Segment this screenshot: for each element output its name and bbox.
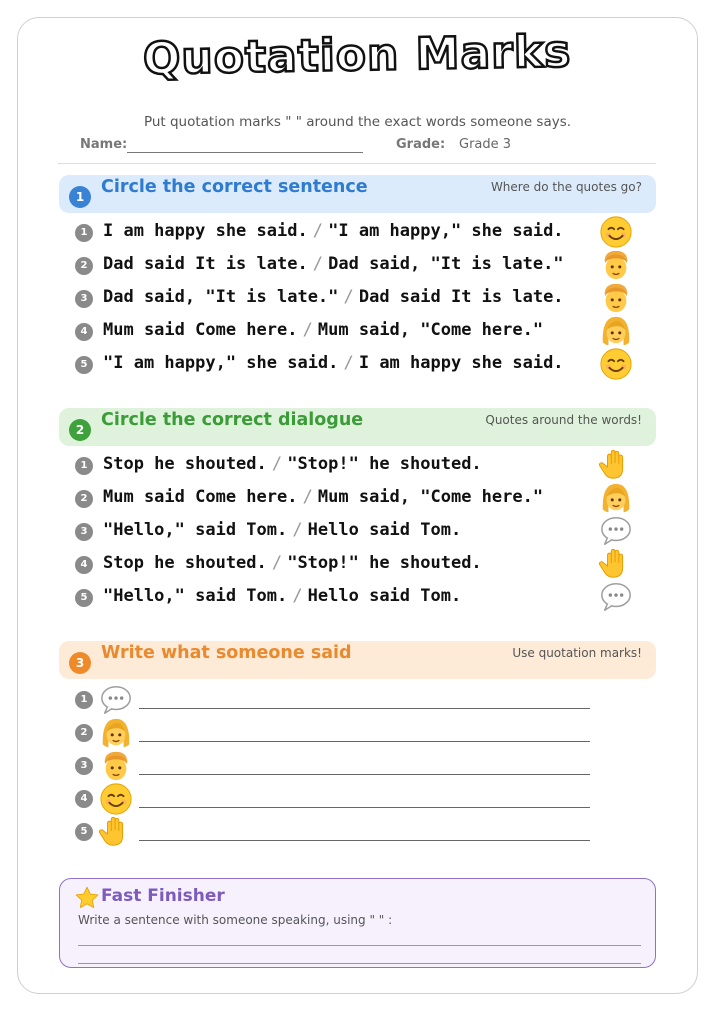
question-number: 4 — [75, 556, 93, 574]
smiling-face-icon — [599, 215, 633, 249]
option-a[interactable]: I am happy she said. — [103, 221, 308, 241]
smiling-face-icon — [99, 782, 133, 816]
name-label: Name: — [80, 137, 128, 152]
question-number: 1 — [75, 457, 93, 475]
option-b[interactable]: Dad said, "It is late." — [328, 254, 564, 274]
question-number: 5 — [75, 589, 93, 607]
smiling-face-icon — [599, 347, 633, 381]
section-heading: Circle the correct sentence — [101, 177, 368, 197]
section-hint: Use quotation marks! — [512, 646, 642, 660]
option-b[interactable]: Hello said Tom. — [307, 586, 462, 606]
option-a[interactable]: Mum said Come here. — [103, 320, 298, 340]
writing-line[interactable] — [139, 708, 590, 709]
woman-face-icon — [599, 314, 633, 348]
option-b[interactable]: "Stop!" he shouted. — [287, 454, 482, 474]
option-b[interactable]: Mum said, "Come here." — [317, 487, 544, 507]
option-b[interactable]: "I am happy," she said. — [328, 221, 564, 241]
writing-line[interactable] — [78, 945, 641, 946]
student-info — [80, 137, 640, 157]
option-b[interactable]: "Stop!" he shouted. — [287, 553, 482, 573]
option-a[interactable]: Stop he shouted. — [103, 553, 267, 573]
option-b[interactable]: I am happy she said. — [358, 353, 564, 373]
question-number: 3 — [75, 290, 93, 308]
question-row — [75, 250, 645, 280]
writing-row — [75, 716, 595, 748]
option-separator: / — [312, 254, 324, 274]
speech-bubble-icon — [599, 514, 633, 548]
title-wrap — [0, 26, 715, 85]
option-a[interactable]: Stop he shouted. — [103, 454, 267, 474]
question-number: 3 — [75, 523, 93, 541]
writing-row — [75, 815, 595, 847]
question-number: 2 — [75, 724, 93, 742]
question-row — [75, 582, 645, 612]
option-separator: / — [292, 586, 303, 606]
fast-finisher-title: Fast Finisher — [101, 886, 225, 906]
option-b[interactable]: Hello said Tom. — [307, 520, 462, 540]
header-divider — [58, 163, 656, 164]
writing-row — [75, 782, 595, 814]
option-separator: / — [302, 320, 313, 340]
option-b[interactable]: Dad said It is late. — [358, 287, 564, 307]
question-number: 5 — [75, 823, 93, 841]
raised-hand-icon — [599, 448, 633, 482]
option-separator: / — [302, 487, 313, 507]
writing-line[interactable] — [139, 774, 590, 775]
option-separator: / — [343, 287, 354, 307]
fast-finisher-prompt: Write a sentence with someone speaking, using " " : — [78, 913, 393, 927]
section-number: 2 — [69, 419, 91, 441]
raised-hand-icon — [99, 815, 133, 849]
grade-value: Grade 3 — [459, 137, 512, 152]
option-separator: / — [271, 454, 283, 474]
section-heading: Circle the correct dialogue — [101, 410, 364, 430]
option-separator: / — [271, 553, 283, 573]
speech-bubble-icon — [599, 580, 633, 614]
question-row — [75, 349, 645, 379]
section-heading: Write what someone said — [101, 643, 352, 663]
question-row — [75, 450, 645, 480]
question-row — [75, 283, 645, 313]
writing-row — [75, 683, 595, 715]
question-number: 2 — [75, 490, 93, 508]
section-number: 1 — [69, 186, 91, 208]
option-a[interactable]: "Hello," said Tom. — [103, 520, 288, 540]
question-number: 4 — [75, 323, 93, 341]
option-a[interactable]: "I am happy," she said. — [103, 353, 339, 373]
option-a[interactable]: Dad said, "It is late." — [103, 287, 339, 307]
woman-face-icon — [599, 481, 633, 515]
speech-bubble-icon — [99, 683, 133, 717]
man-face-icon — [599, 281, 633, 315]
section-2-header — [59, 408, 656, 446]
page-title: Quotation Marks — [142, 26, 573, 85]
fast-finisher-box — [59, 878, 656, 968]
raised-hand-icon — [599, 547, 633, 581]
writing-line[interactable] — [139, 840, 590, 841]
option-a[interactable]: Dad said It is late. — [103, 254, 308, 274]
question-row — [75, 483, 645, 513]
question-number: 1 — [75, 224, 93, 242]
instructions: Put quotation marks " " around the exact words someone says. — [143, 114, 572, 130]
question-row — [75, 316, 645, 346]
option-separator: / — [292, 520, 303, 540]
question-number: 3 — [75, 757, 93, 775]
woman-face-icon — [99, 716, 133, 750]
writing-line[interactable] — [139, 741, 590, 742]
section-number: 3 — [69, 652, 91, 674]
question-row — [75, 516, 645, 546]
option-separator: / — [312, 221, 324, 241]
grade-label: Grade: — [396, 137, 446, 152]
section-hint: Where do the quotes go? — [490, 180, 642, 194]
man-face-icon — [599, 248, 633, 282]
section-1-header — [59, 175, 656, 213]
writing-line[interactable] — [139, 807, 590, 808]
question-number: 4 — [75, 790, 93, 808]
writing-line[interactable] — [78, 963, 641, 964]
section-3-header — [59, 641, 656, 679]
question-number: 5 — [75, 356, 93, 374]
name-field-line[interactable] — [127, 152, 363, 153]
option-b[interactable]: Mum said, "Come here." — [317, 320, 544, 340]
question-number: 2 — [75, 257, 93, 275]
question-number: 1 — [75, 691, 93, 709]
writing-row — [75, 749, 595, 781]
question-row — [75, 549, 645, 579]
option-separator: / — [343, 353, 354, 373]
section-hint: Quotes around the words! — [485, 413, 642, 427]
man-face-icon — [99, 749, 133, 783]
option-a[interactable]: "Hello," said Tom. — [103, 586, 288, 606]
option-a[interactable]: Mum said Come here. — [103, 487, 298, 507]
question-row — [75, 217, 645, 247]
star-icon — [74, 885, 100, 911]
